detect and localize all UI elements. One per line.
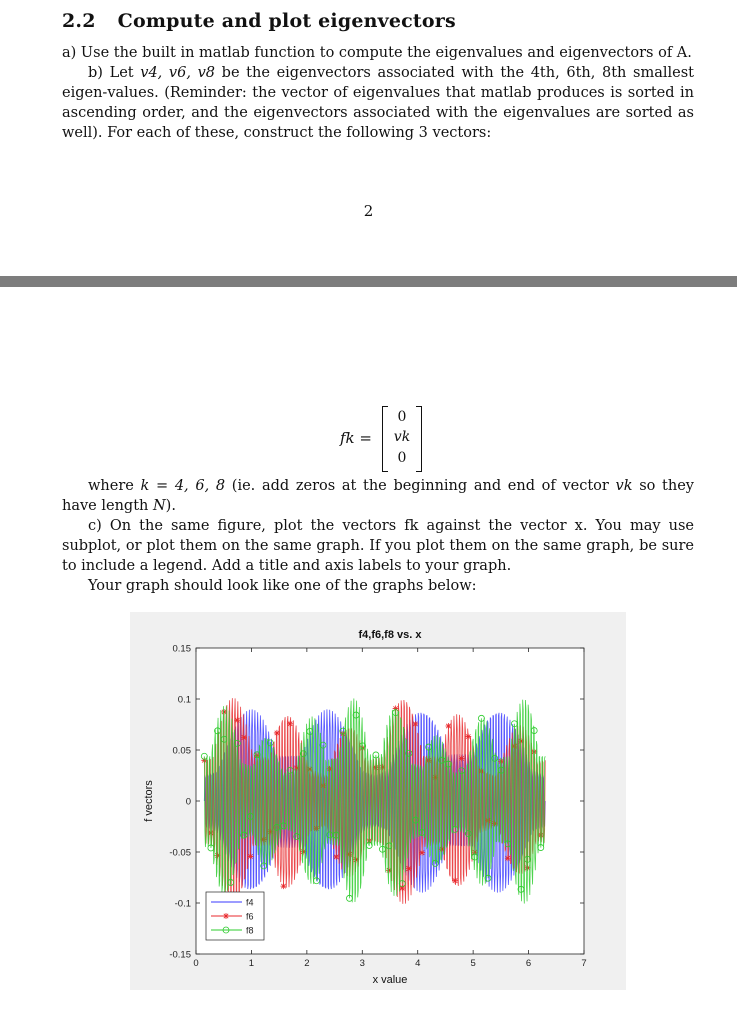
marker-star-f6 <box>247 853 253 859</box>
y-tick-label: 0.05 <box>172 745 191 757</box>
body-text-top <box>62 43 694 143</box>
x-axis-label: x value <box>372 974 408 986</box>
x-tick-label: 4 <box>415 958 421 969</box>
x-tick-label: 6 <box>525 958 532 969</box>
paragraph-c: c) On the same figure, plot the vectors fk against the vector x. You may use subplot, or plot them on the same graph. If you plot them on the same graph, be sure to include a legend. Add a title and axis labels to your graph. <box>62 518 694 574</box>
paragraph-a: a) Use the built in matlab function to compute the eigenvalues and eigenvectors of A. <box>62 45 692 61</box>
marker-star-f6 <box>274 730 280 736</box>
y-tick-label: -0.1 <box>174 898 191 910</box>
paragraph-where: where k = 4, 6, 8 (ie. add zeros at the beginning and end of vector vk so they have length N). <box>62 478 694 514</box>
page-divider <box>0 276 737 287</box>
marker-star-f6 <box>459 755 465 761</box>
vector-bottom: 0 <box>397 450 407 466</box>
x-tick-label: 2 <box>304 958 310 969</box>
y-tick-label: 0.15 <box>172 643 191 655</box>
marker-star-f6 <box>452 878 458 884</box>
section-number: 2.2 <box>62 10 96 32</box>
paragraph-b: b) Let v4, v6, v8 be the eigenvectors associated with the 4th, 6th, 8th smallest eigen-values. (Reminder: the vector of eigenvalues that matlab produces is sorted in ascending order, and the eigenvectors associated with the eigenvalues are sorted as well). For each of these, construct the following 3 vectors: <box>62 65 694 141</box>
column-vector <box>382 406 422 470</box>
x-tick-label: 0 <box>193 958 199 969</box>
legend-label-f4: f4 <box>246 897 254 908</box>
section-heading <box>62 10 456 32</box>
legend-label-f6: f6 <box>246 911 254 922</box>
marker-star-f6 <box>445 723 451 729</box>
marker-star-f6 <box>412 721 418 727</box>
vector-top: 0 <box>397 409 407 425</box>
chart-title: f4,f6,f8 vs. x <box>358 629 422 641</box>
x-tick-label: 7 <box>581 958 587 969</box>
eigenvector-chart <box>130 612 626 990</box>
marker-star-f6 <box>465 734 471 740</box>
graph-note: Your graph should look like one of the graphs below: <box>88 578 477 594</box>
eigenvector-vars: v4, v6, v8 <box>140 65 216 81</box>
body-text-bottom <box>62 476 694 596</box>
x-tick-label: 5 <box>470 958 476 969</box>
y-axis-label: f vectors <box>143 780 155 822</box>
marker-star-f6 <box>333 854 339 860</box>
page-number: 2 <box>363 202 374 220</box>
section-title: Compute and plot eigenvectors <box>117 10 456 32</box>
vector-middle: vk <box>393 429 411 445</box>
marker-star-f6 <box>505 855 511 861</box>
y-tick-label: -0.05 <box>169 847 191 859</box>
marker-star-f6 <box>234 717 240 723</box>
matlab-figure <box>130 612 626 990</box>
marker-star-f6 <box>280 883 286 889</box>
marker-star-f6 <box>287 721 293 727</box>
marker-star-f6 <box>241 734 247 740</box>
x-tick-label: 1 <box>248 958 255 969</box>
equation-lhs: fk = <box>340 429 372 447</box>
x-tick-label: 3 <box>359 958 365 969</box>
legend-marker-f6 <box>223 913 229 919</box>
marker-star-f6 <box>406 866 412 872</box>
marker-star-f6 <box>419 850 425 856</box>
y-tick-label: -0.15 <box>169 949 191 961</box>
legend-label-f8: f8 <box>246 925 254 936</box>
y-tick-label: 0.1 <box>177 694 191 706</box>
y-tick-label: 0 <box>185 796 191 808</box>
